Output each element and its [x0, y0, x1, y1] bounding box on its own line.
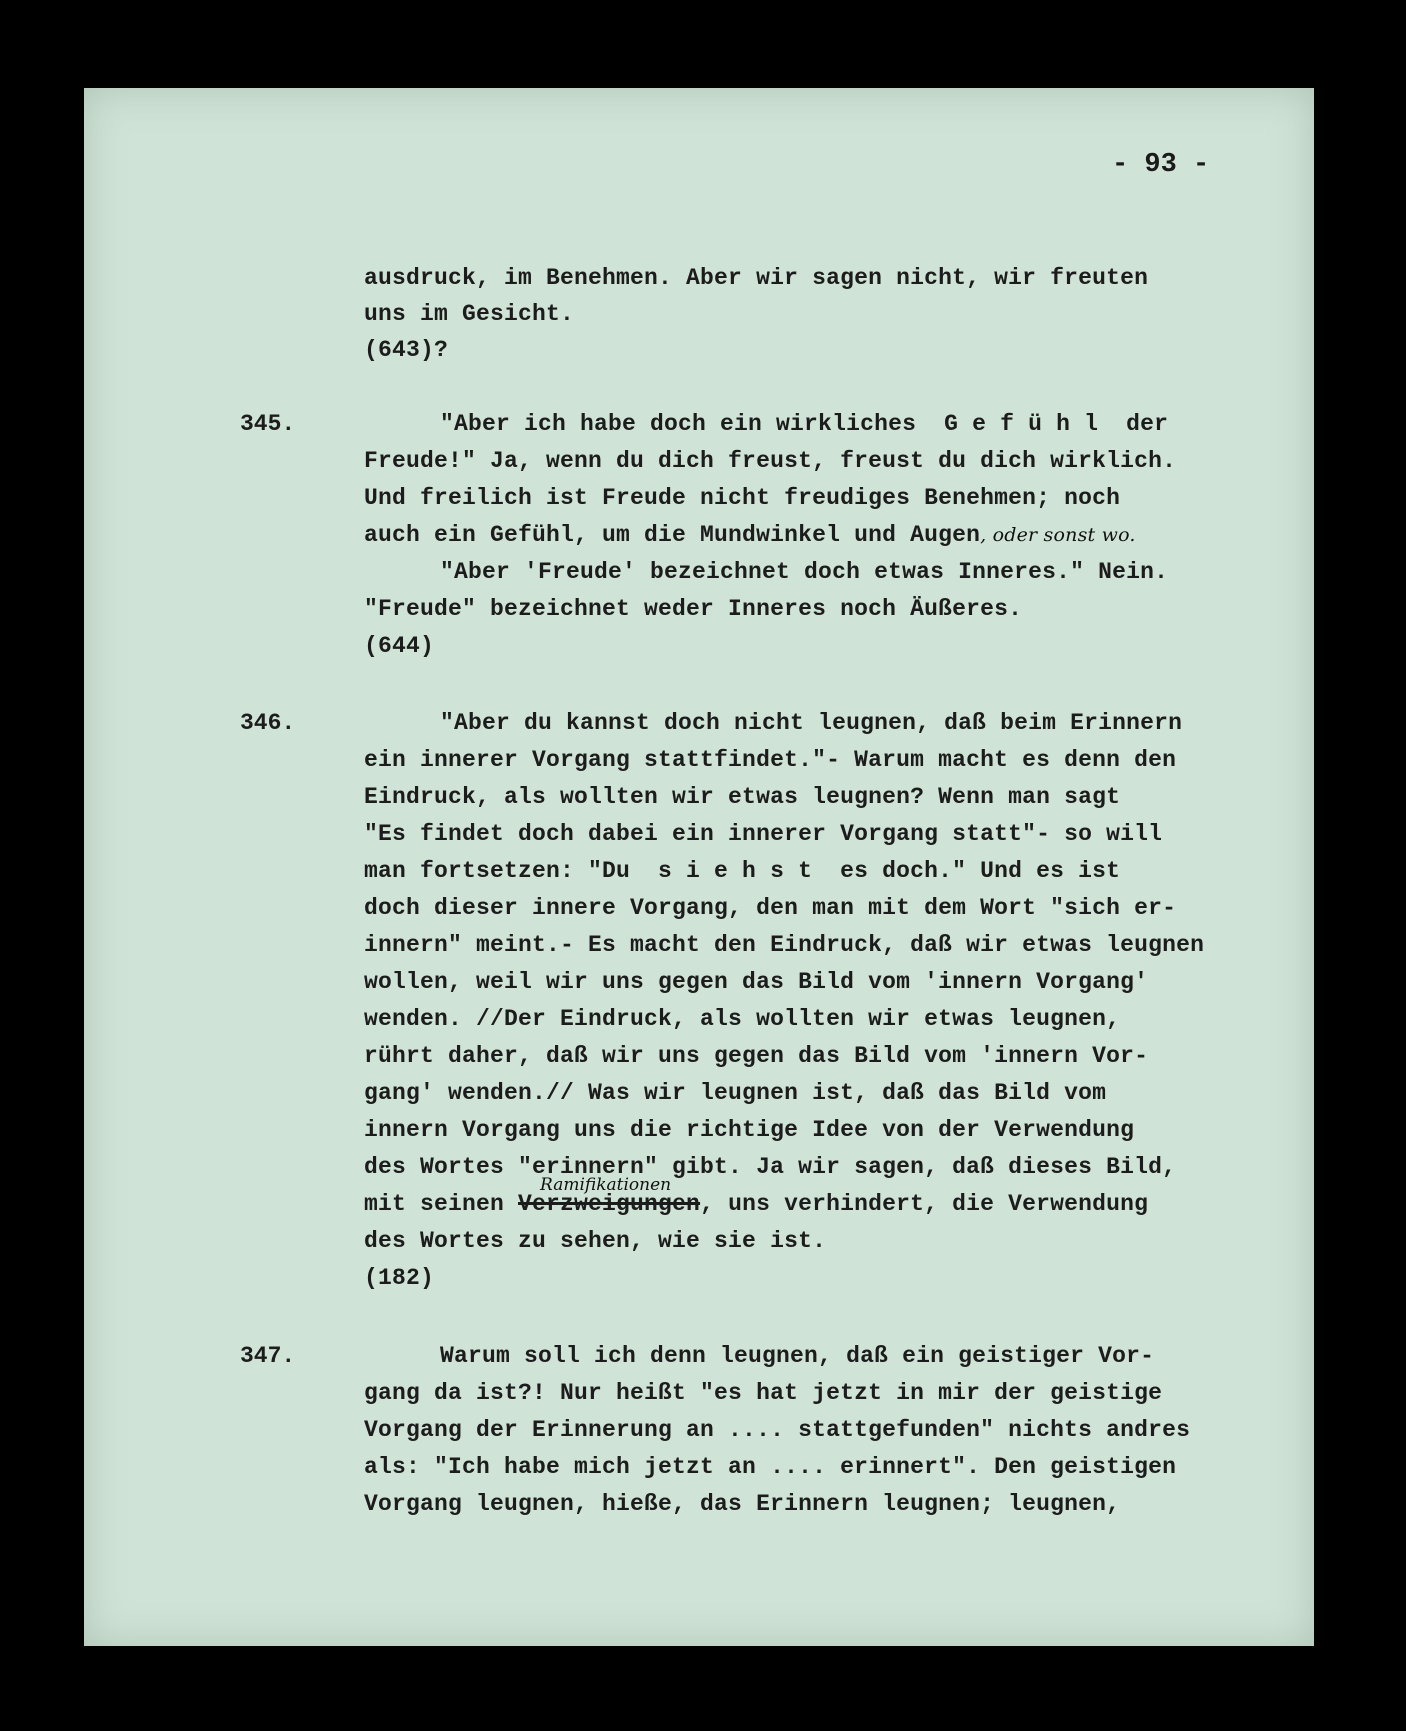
text-line: wenden. //Der Eindruck, als wollten wir etwas leugnen, — [364, 1006, 1121, 1032]
handwritten-replacement: Ramifikationen — [540, 1175, 672, 1195]
handwritten-insertion: , oder sonst wo. — [980, 524, 1136, 546]
text-line: Freude!" Ja, wenn du dich freust, freust du dich wirklich. — [364, 448, 1177, 474]
text-line: innern Vorgang uns die richtige Idee von der Verwendung — [364, 1117, 1135, 1143]
text-line: "Freude" bezeichnet weder Inneres noch Äußeres. — [364, 596, 1023, 622]
text-line: "Aber du kannst doch nicht leugnen, daß beim Erinnern — [440, 710, 1183, 736]
text-line: Und freilich ist Freude nicht freudiges Benehmen; noch — [364, 485, 1121, 511]
text-line: "Aber 'Freude' bezeichnet doch etwas Inneres." Nein. — [440, 559, 1169, 585]
text-line: "Es findet doch dabei ein innerer Vorgang statt"- so will — [364, 821, 1163, 847]
section-reference: (182) — [364, 1265, 435, 1291]
text-line: wollen, weil wir uns gegen das Bild vom 'innern Vorgang' — [364, 969, 1149, 995]
text-line: doch dieser innere Vorgang, den man mit dem Wort "sich er- — [364, 895, 1177, 921]
section-number-346: 346. — [240, 710, 296, 736]
typed-text: , uns verhindert, die Verwendung — [700, 1191, 1149, 1217]
text-line: innern" meint.- Es macht den Eindruck, daß wir etwas leugnen — [364, 932, 1205, 958]
text-line: "Aber ich habe doch ein wirkliches G e f ü h l der — [440, 411, 1169, 437]
text-line — [364, 522, 1136, 548]
text-line: man fortsetzen: "Du s i e h s t es doch." Und es ist — [364, 858, 1121, 884]
text-line: des Wortes zu sehen, wie sie ist. — [364, 1228, 827, 1254]
page-number: - 93 - — [1112, 150, 1210, 180]
text-line — [364, 1191, 1148, 1217]
typed-text: mit seinen — [364, 1191, 519, 1217]
text-line: ein innerer Vorgang stattfindet."- Warum macht es denn den — [364, 747, 1177, 773]
text-line: rührt daher, daß wir uns gegen das Bild vom 'innern Vor- — [364, 1043, 1149, 1069]
section-reference: (643)? — [364, 337, 449, 363]
struck-out-word: Verzweigungen — [518, 1191, 701, 1217]
section-reference: (644) — [364, 633, 435, 659]
section-number-347: 347. — [240, 1343, 296, 1369]
text-line: gang' wenden.// Was wir leugnen ist, daß das Bild vom — [364, 1080, 1107, 1106]
text-line: Vorgang der Erinnerung an .... stattgefunden" nichts andres — [364, 1417, 1191, 1443]
text-line: uns im Gesicht. — [364, 301, 575, 327]
text-line: gang da ist?! Nur heißt "es hat jetzt in mir der geistige — [364, 1380, 1163, 1406]
text-line: des Wortes "erinnern" gibt. Ja wir sagen, daß dieses Bild, — [364, 1154, 1177, 1180]
section-number-345: 345. — [240, 411, 296, 437]
text-line: als: "Ich habe mich jetzt an .... erinnert". Den geistigen — [364, 1454, 1177, 1480]
typed-text: auch ein Gefühl, um die Mundwinkel und Augen — [364, 522, 981, 548]
text-line: Warum soll ich denn leugnen, daß ein geistiger Vor- — [440, 1343, 1155, 1369]
text-line: ausdruck, im Benehmen. Aber wir sagen nicht, wir freuten — [364, 265, 1149, 291]
text-line: Vorgang leugnen, hieße, das Erinnern leugnen; leugnen, — [364, 1491, 1121, 1517]
text-line: Eindruck, als wollten wir etwas leugnen? Wenn man sagt — [364, 784, 1121, 810]
